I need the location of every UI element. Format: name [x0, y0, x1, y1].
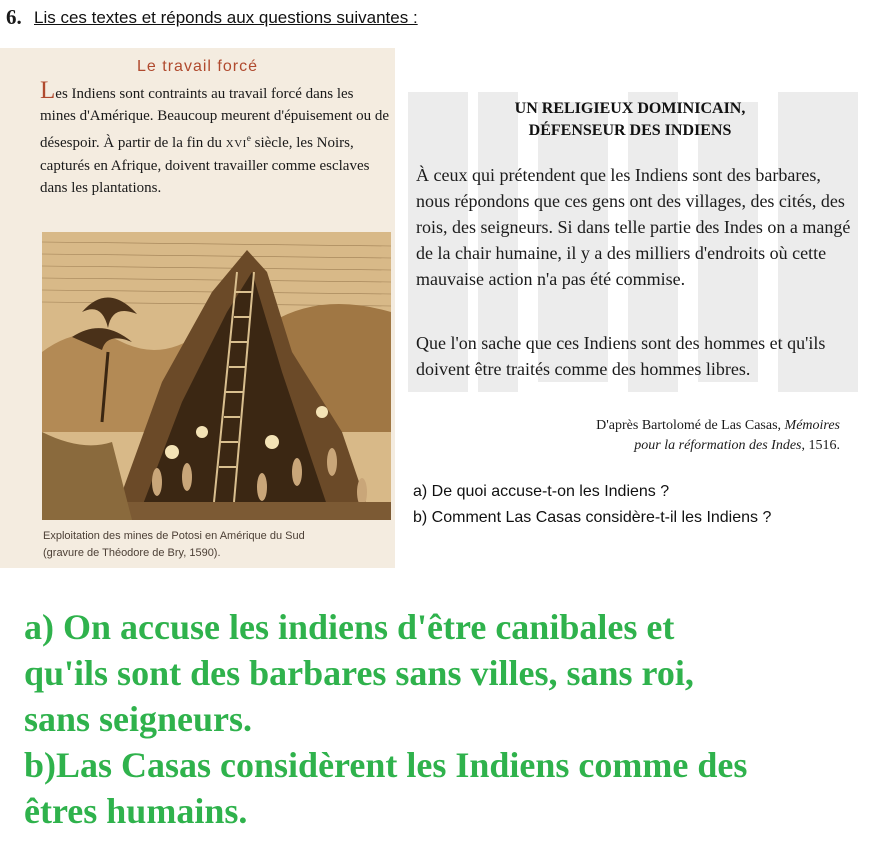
answer-line-4: b)Las Casas considèrent les Indiens comme des: [24, 745, 748, 785]
drop-cap: L: [40, 77, 56, 104]
box-text-part1: es Indiens sont contraints au travail forcé dans les mines d'Amérique. Beaucoup meurent d'épuisement ou de désespoir. À partir de la fin du: [40, 86, 390, 151]
quote-source: [440, 416, 840, 456]
quote-title: [420, 98, 840, 142]
caption-line-2: (gravure de Théodore de Bry, 1590).: [43, 547, 221, 559]
mine-engraving-image: [42, 232, 391, 520]
question-a: a) De quoi accuse-t-on les Indiens ?: [413, 483, 670, 500]
exercise-number: 6.: [6, 5, 22, 29]
century-suffix: e: [246, 133, 251, 143]
source-prefix: D'après Bartolomé de Las Casas,: [596, 418, 785, 433]
box-text: [40, 77, 390, 199]
exercise-instruction: Lis ces textes et réponds aux questions suivantes :: [34, 8, 418, 27]
answer-line-3: sans seigneurs.: [24, 699, 253, 739]
answer-line-5: êtres humains.: [24, 791, 248, 831]
source-work-1: Mémoires: [784, 418, 840, 433]
answer-line-2: qu'ils sont des barbares sans villes, sans roi,: [24, 653, 694, 693]
quote-paragraph-2: Que l'on sache que ces Indiens sont des hommes et qu'ils doivent être traités comme des hommes libres.: [416, 333, 826, 379]
question-b: b) Comment Las Casas considère-t-il les Indiens ?: [413, 509, 772, 526]
caption-line-1: Exploitation des mines de Potosi en Amérique du Sud: [43, 530, 305, 542]
answers-block: [24, 604, 874, 834]
box-text-part2: siècle, les Noirs, capturés en Afrique, doivent travailler comme esclaves dans les plantations.: [40, 135, 370, 196]
quote-paragraph-1: À ceux qui prétendent que les Indiens sont des barbares, nous répondons que ces gens ont des villages, des cités, des rois, des seigneurs. Si dans telle partie des Indes on a mangé de la chair humaine, il y a des milliers d'endroits où cette mauvaise action n'a pas été commise.: [416, 165, 851, 289]
century-numeral: XVI: [225, 138, 247, 150]
source-year: , 1516.: [801, 438, 840, 453]
source-work-2: pour la réformation des Indes: [634, 438, 802, 453]
image-caption: [43, 528, 393, 562]
answer-line-1: a) On accuse les indiens d'être canibales et: [24, 607, 675, 647]
box-title: Le travail forcé: [137, 58, 258, 75]
quote-title-line-1: UN RELIGIEUX DOMINICAIN,: [514, 100, 746, 117]
quote-title-line-2: DÉFENSEUR DES INDIENS: [528, 122, 732, 139]
